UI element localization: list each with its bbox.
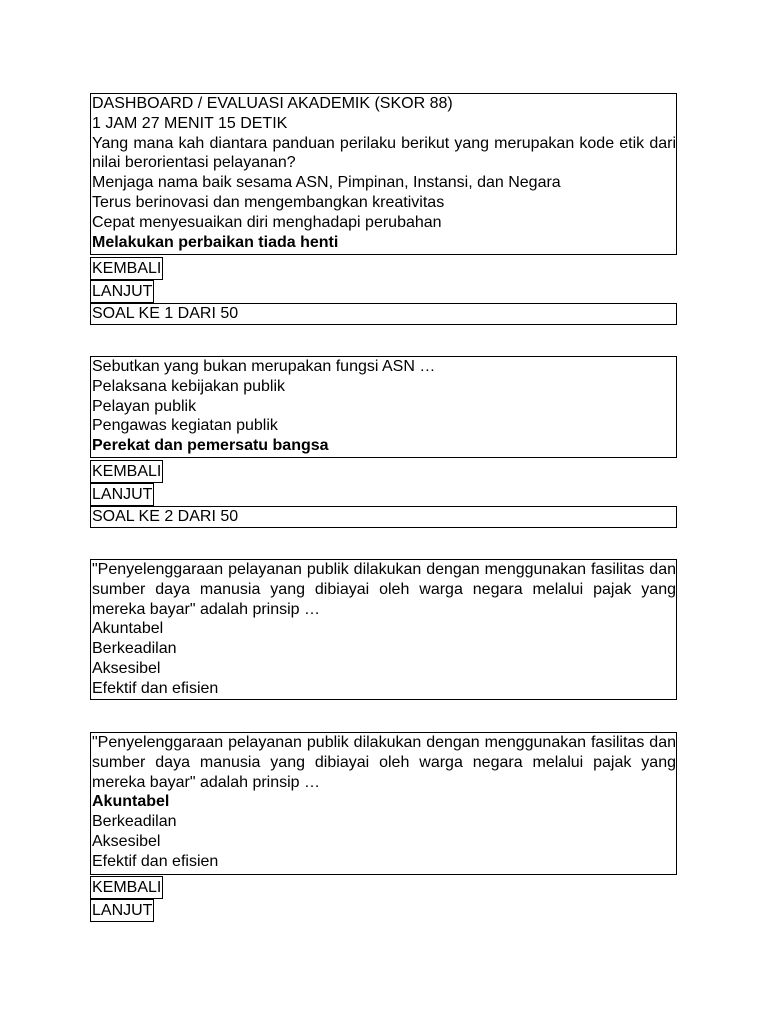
next-button[interactable]: LANJUT [90, 899, 154, 922]
next-button[interactable]: LANJUT [90, 280, 154, 303]
question-card-2 [90, 356, 677, 458]
option-a[interactable]: Pelaksana kebijakan publik [92, 377, 286, 395]
option-a[interactable]: Menjaga nama baik sesama ASN, Pimpinan, Instansi, dan Negara [92, 174, 561, 192]
question-card-1 [90, 93, 677, 255]
option-d-selected[interactable]: Melakukan perbaikan tiada henti [92, 233, 339, 251]
back-button[interactable]: KEMBALI [90, 257, 163, 280]
question-text: "Penyelenggaraan pelayanan publik dilakukan dengan menggunakan fasilitas dan sumber daya manusia yang dibiayai oleh warga negara melalui pajak yang mereka bayar" adalah prinsip … [92, 734, 676, 791]
option-c[interactable]: Aksesibel [92, 659, 161, 677]
question-text: Yang mana kah diantara panduan perilaku berikut yang merupakan kode etik dari nilai berorientasi pelayanan? [92, 134, 676, 172]
option-a[interactable]: Akuntabel [92, 620, 164, 638]
option-a-selected[interactable]: Akuntabel [92, 793, 170, 811]
option-d-selected[interactable]: Perekat dan pemersatu bangsa [92, 437, 329, 455]
back-button[interactable]: KEMBALI [90, 460, 163, 483]
question-text: Sebutkan yang bukan merupakan fungsi ASN … [92, 358, 436, 375]
timer: 1 JAM 27 MENIT 15 DETIK [92, 114, 288, 132]
option-c[interactable]: Cepat menyesuaikan diri menghadapi perubahan [92, 213, 442, 231]
option-b[interactable]: Berkeadilan [92, 813, 177, 831]
option-b[interactable]: Terus berinovasi dan mengembangkan kreativitas [92, 193, 445, 211]
question-card-4 [90, 732, 677, 875]
option-d[interactable]: Efektif dan efisien [92, 679, 219, 697]
next-button[interactable]: LANJUT [90, 483, 154, 506]
question-card-3 [90, 559, 677, 700]
option-b[interactable]: Berkeadilan [92, 640, 177, 658]
option-b[interactable]: Pelayan publik [92, 397, 197, 415]
option-d[interactable]: Efektif dan efisien [92, 852, 219, 870]
option-c[interactable]: Pengawas kegiatan publik [92, 417, 278, 435]
question-counter: SOAL KE 1 DARI 50 [90, 303, 677, 325]
breadcrumb: DASHBOARD / EVALUASI AKADEMIK (SKOR 88) [92, 95, 453, 112]
back-button[interactable]: KEMBALI [90, 876, 163, 899]
option-c[interactable]: Aksesibel [92, 832, 161, 850]
question-counter: SOAL KE 2 DARI 50 [90, 506, 677, 528]
question-text: "Penyelenggaraan pelayanan publik dilakukan dengan menggunakan fasilitas dan sumber daya manusia yang dibiayai oleh warga negara melalui pajak yang mereka bayar" adalah prinsip … [92, 561, 676, 618]
